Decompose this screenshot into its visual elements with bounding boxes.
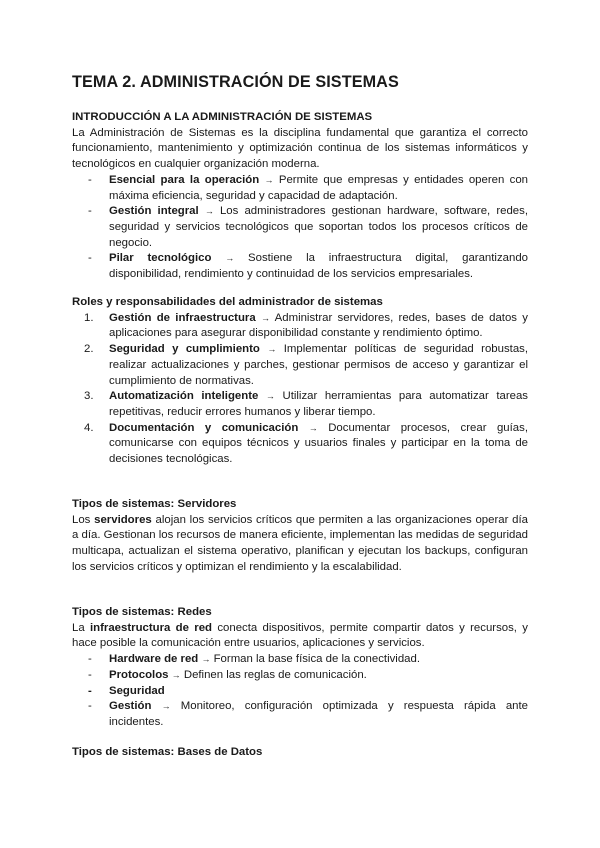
arrow-icon: → xyxy=(225,253,235,264)
list-item xyxy=(72,251,528,282)
databases-section xyxy=(72,745,528,761)
networks-bullet-list xyxy=(72,652,528,731)
networks-section xyxy=(72,605,528,731)
roles-section xyxy=(72,295,528,468)
arrow-icon: → xyxy=(171,669,181,680)
intro-bullet-list xyxy=(72,173,528,283)
servers-term: servidores xyxy=(94,513,152,526)
item-text: Utilizar herramientas para automatizar tareas repetitivas, reducir errores humanos y liberar tiempo. xyxy=(109,390,528,418)
bullet-marker: - xyxy=(88,653,92,666)
bullet-marker: - xyxy=(88,668,92,681)
intro-heading: INTRODUCCIÓN A LA ADMINISTRACIÓN DE SISTEMAS xyxy=(72,111,373,123)
servers-heading: Tipos de sistemas: Servidores xyxy=(72,498,237,510)
text-run: alojan los servicios críticos que permiten a las organizaciones operar día a día. Gestionan los recursos de manera eficiente, implementan las medidas de seguridad multicapa, actualizan el sistema operativo, planifican y ejecutan los backups, configuran los servicios críticos y optimizan el rendimiento y la escalabilidad. xyxy=(72,513,528,573)
item-term: Documentación y comunicación xyxy=(109,421,299,434)
item-text: Sostiene la infraestructura digital, garantizando disponibilidad, rendimiento y continuidad de los servicios empresariales. xyxy=(109,252,528,281)
number-marker: 3. xyxy=(84,390,94,403)
item-text: Permite que empresas y entidades operen con máxima eficiencia, seguridad y capacidad de adaptación. xyxy=(109,173,528,202)
bullet-marker: - xyxy=(88,700,92,713)
arrow-icon: → xyxy=(201,654,211,665)
bullet-marker: - xyxy=(88,684,92,697)
arrow-icon: → xyxy=(204,206,214,217)
item-text: Administrar servidores, redes, bases de datos y aplicaciones para asegurar disponibilidad constante y rendimiento óptimo. xyxy=(109,311,528,340)
item-text: Los administradores gestionan hardware, software, redes, seguridad y servicios tecnológicos que soportan todos los procesos críticos de negocio. xyxy=(109,205,528,249)
text-run: conecta dispositivos, permite compartir datos y recursos, y hace posible la comunicación entre usuarios, aplicaciones y servicios. xyxy=(72,621,528,650)
page-title: TEMA 2. ADMINISTRACIÓN DE SISTEMAS xyxy=(72,73,399,91)
roles-heading: Roles y responsabilidades del administrador de sistemas xyxy=(72,296,383,308)
item-term: Gestión integral xyxy=(109,205,199,218)
item-term: Esencial para la operación xyxy=(109,173,260,186)
list-item xyxy=(72,421,528,468)
intro-paragraph: La Administración de Sistemas es la disciplina fundamental que garantiza el correcto funcionamiento, mantenimiento y optimización continua de los sistemas informáticos y tecnológicos en cualquier organización moderna. xyxy=(72,126,528,171)
item-text: Implementar políticas de seguridad robustas, realizar actualizaciones y parches, gestionar permisos de acceso y garantizar el cumplimiento de normativas. xyxy=(109,343,529,387)
item-term: Seguridad xyxy=(109,684,165,697)
bullet-marker: - xyxy=(88,173,92,186)
list-item xyxy=(72,652,528,668)
number-marker: 2. xyxy=(84,343,94,356)
item-term: Automatización inteligente xyxy=(109,390,259,403)
number-marker: 1. xyxy=(84,311,94,324)
bullet-marker: - xyxy=(88,205,92,218)
roles-numbered-list xyxy=(72,311,528,468)
arrow-icon: → xyxy=(308,422,318,433)
item-term: Gestión de infraestructura xyxy=(109,311,256,324)
item-text: Forman la base física de la conectividad. xyxy=(210,653,421,666)
list-item xyxy=(72,204,528,251)
list-item xyxy=(72,311,528,342)
arrow-icon: → xyxy=(267,344,277,355)
list-item xyxy=(72,173,528,204)
item-term: Hardware de red xyxy=(109,653,199,666)
arrow-icon: → xyxy=(264,174,274,185)
list-item xyxy=(72,342,528,389)
databases-heading: Tipos de sistemas: Bases de Datos xyxy=(72,746,263,758)
item-term: Protocolos xyxy=(109,668,169,681)
list-item xyxy=(72,668,528,684)
text-run: Los xyxy=(72,513,95,526)
number-marker: 4. xyxy=(84,421,94,434)
list-item xyxy=(72,699,528,730)
bullet-marker: - xyxy=(88,252,92,265)
networks-term: infraestructura de red xyxy=(89,621,213,634)
networks-heading: Tipos de sistemas: Redes xyxy=(72,606,212,618)
item-term: Pilar tecnológico xyxy=(109,252,212,265)
list-item xyxy=(72,684,528,700)
list-item xyxy=(72,389,528,420)
item-term: Seguridad y cumplimiento xyxy=(109,343,260,356)
arrow-icon: → xyxy=(260,312,270,323)
arrow-icon: → xyxy=(265,391,275,402)
servers-paragraph xyxy=(72,513,528,576)
item-text: Definen las reglas de comunicación. xyxy=(180,668,367,681)
networks-paragraph xyxy=(72,621,528,652)
item-term: Gestión xyxy=(109,700,152,713)
intro-section xyxy=(72,110,528,283)
text-run: La xyxy=(72,621,90,634)
item-text: Monitoreo, configuración optimizada y respuesta rápida ante incidentes. xyxy=(109,700,529,728)
servers-section xyxy=(72,497,528,576)
item-text: Documentar procesos, crear guías, comunicarse con equipos técnicos y usuarios finales y participar en la toma de decisiones tecnológicas. xyxy=(109,421,528,466)
arrow-icon: → xyxy=(161,701,171,712)
